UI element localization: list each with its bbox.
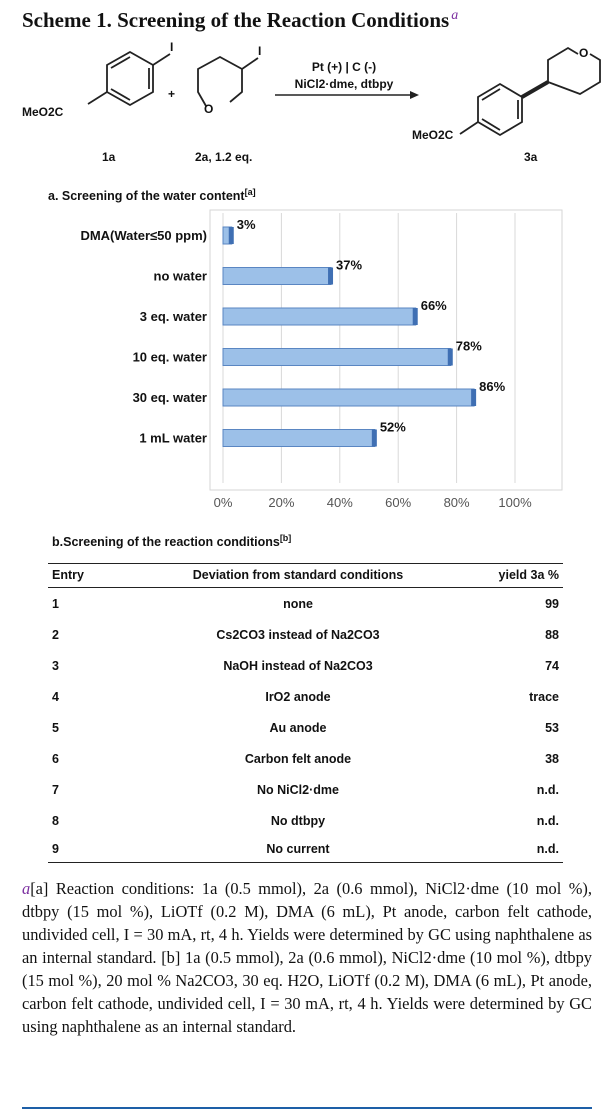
cell-entry: 5 xyxy=(52,720,59,735)
cell-entry: 4 xyxy=(52,689,59,704)
water-content-bar-chart xyxy=(40,205,570,525)
section-b-heading: b.Screening of the reaction conditions[b] xyxy=(52,533,292,550)
bar-end xyxy=(372,430,377,447)
category-label: 3 eq. water xyxy=(139,309,207,324)
bar-end xyxy=(229,227,234,244)
reagent-1a-iodo: I xyxy=(170,40,174,54)
cell-deviation: Au anode xyxy=(269,720,327,735)
table-row xyxy=(48,681,563,712)
category-label: 30 eq. water xyxy=(132,390,207,405)
cell-yield: n.d. xyxy=(536,813,559,828)
plus-sign: + xyxy=(168,87,176,101)
cell-deviation: IrO2 anode xyxy=(265,689,331,704)
x-tick-label: 60% xyxy=(385,495,412,510)
x-tick-label: 0% xyxy=(213,495,233,510)
value-label: 66% xyxy=(420,298,447,313)
header-yield: yield 3a % xyxy=(465,564,563,588)
cell-yield: 53 xyxy=(545,720,559,735)
cell-deviation: Carbon felt anode xyxy=(244,751,352,766)
category-label: 1 mL water xyxy=(139,430,207,446)
value-label: 37% xyxy=(336,257,363,273)
bar xyxy=(223,430,375,447)
cell-yield: trace xyxy=(529,689,559,704)
cell-entry: 1 xyxy=(52,596,59,611)
product-oxygen: O xyxy=(579,46,589,60)
cell-yield: 99 xyxy=(545,596,559,611)
scheme-title: Scheme 1. Screening of the Reaction Conditions $^a$ xyxy=(22,8,459,32)
reagent-2a-iodo: I xyxy=(258,44,262,58)
cell-deviation: No current xyxy=(131,836,465,863)
cell-yield: 38 xyxy=(545,751,559,766)
bar-end xyxy=(328,268,333,285)
cell-deviation: NaOH instead of Na2CO3 xyxy=(223,658,373,673)
table-row xyxy=(48,774,563,805)
cell-entry: 7 xyxy=(52,782,59,797)
cell-entry: 9 xyxy=(48,836,131,863)
category-label: no water xyxy=(153,268,207,284)
footnote-mark: a xyxy=(22,879,31,898)
bar xyxy=(223,308,416,325)
x-tick-label: 100% xyxy=(498,495,532,510)
table-row xyxy=(48,619,563,650)
bar xyxy=(223,349,451,366)
cell-deviation: No NiCl2·dme xyxy=(257,782,339,797)
reaction-scheme xyxy=(0,40,613,180)
cell-deviation: none xyxy=(283,596,313,611)
reagent-2a-oxygen: O xyxy=(204,102,214,116)
value-label: 52% xyxy=(379,419,406,435)
table-row xyxy=(48,836,563,863)
cell-yield: n.d. xyxy=(536,782,559,797)
value-label: 86% xyxy=(479,379,506,394)
title-footnote-mark: a xyxy=(451,8,459,23)
bar-end xyxy=(471,389,476,406)
product-3a-structure xyxy=(460,48,600,135)
table-row xyxy=(48,805,563,836)
label-3a: 3a xyxy=(524,150,538,164)
x-tick-label: 40% xyxy=(326,495,353,510)
footnote xyxy=(22,877,592,1038)
reagent-1a-structure xyxy=(88,52,170,105)
cell-yield: n.d. xyxy=(465,836,563,863)
cell-deviation: No dtbpy xyxy=(270,813,326,828)
x-tick-label: 80% xyxy=(443,495,470,510)
product-group: MeO2C xyxy=(412,128,454,142)
header-entry: Entry xyxy=(48,564,131,588)
table-row xyxy=(48,712,563,743)
table-row xyxy=(48,650,563,681)
reaction-arrow xyxy=(275,91,419,99)
label-2a: 2a, 1.2 eq. xyxy=(195,150,253,164)
table-row xyxy=(48,743,563,774)
cell-entry: 6 xyxy=(52,751,59,766)
bottom-rule xyxy=(22,1107,592,1109)
cell-yield: 74 xyxy=(545,658,559,673)
bar-end xyxy=(413,308,418,325)
cell-entry: 8 xyxy=(52,813,59,828)
label-1a: 1a xyxy=(102,150,116,164)
cell-deviation: Cs2CO3 instead of Na2CO3 xyxy=(216,627,380,642)
bar xyxy=(223,268,331,285)
x-tick-label: 20% xyxy=(268,495,295,510)
bar xyxy=(223,389,474,406)
category-label: 10 eq. water xyxy=(132,349,207,365)
cell-yield: 88 xyxy=(545,627,559,642)
value-label: 78% xyxy=(455,338,482,354)
bar-end xyxy=(448,349,453,366)
footnote-text: [a] Reaction conditions: 1a (0.5 mmol), 2a (0.6 mmol), NiCl2·dme (10 mol %), dtbpy (15 mol %), LiOTf (0.2 M), DMA (6 mL), Pt anode, carbon felt cathode, undivided cell, I = 30 mA, rt, 4 h. Yields were determined by GC using naphthalene as an internal standard. [b] 1a (0.5 mmol), 2a (0.6 mmol), NiCl2·dme (10 mol %), dtbpy (15 mol %), 20 mol % Na2CO3, 30 eq. H2O, LiOTf (0.2 M), DMA (6 mL), Pt anode, carbon felt cathode, undivided cell, I = 30 mA, rt, 4 h. Yields were determined by GC using naphthalene as an internal standard. xyxy=(22,879,592,1036)
reagent-1a-group: MeO2C xyxy=(22,105,64,119)
conditions-line-2: NiCl2·dme, dtbpy xyxy=(294,77,394,91)
category-label: DMA(Water≤50 ppm) xyxy=(80,228,207,243)
reagent-2a-structure xyxy=(198,57,258,106)
table-row xyxy=(48,588,563,620)
conditions-line-1: Pt (+) | C (-) xyxy=(311,60,377,74)
cell-entry: 2 xyxy=(52,627,59,642)
section-a-heading: a. Screening of the water content[a] xyxy=(48,187,256,204)
conditions-table xyxy=(48,563,563,863)
cell-entry: 3 xyxy=(52,658,59,673)
value-label: 3% xyxy=(236,217,256,232)
header-deviation: Deviation from standard conditions xyxy=(131,564,465,588)
